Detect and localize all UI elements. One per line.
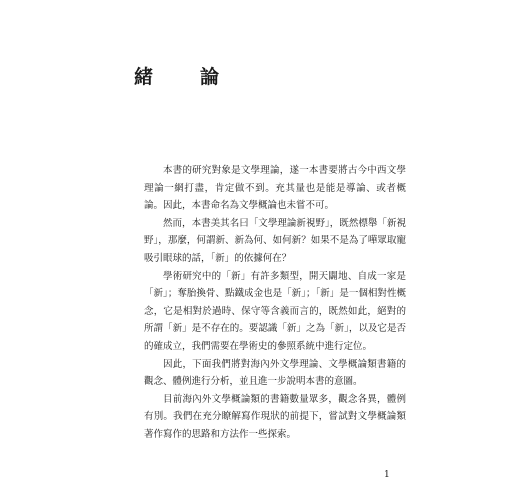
chapter-title: 緒 論 <box>134 66 234 88</box>
paragraph-2: 然而，本書美其名曰「文學理論新視野」，既然標舉「新視野」，那麼，何謂新、新為何、如何新？如果不是為了嘩眾取寵吸引眼球的話，「新」的依據何在？ <box>144 217 406 264</box>
page-number: 1 <box>384 470 390 480</box>
body-text <box>144 162 406 444</box>
paragraph-5: 目前海內外文學概論類的書籍數量眾多，觀念各異，體例有別。我們在充分瞭解寫作現狀的前提下，嘗試對文學概論類著作寫作的思路和方法作一些探索。 <box>144 393 406 440</box>
paragraph-1: 本書的研究對象是文學理論，遂一本書要將古今中西文學理論一網打盡，肯定做不到。充其量也是能是導論、或者概論。因此，本書命名為文學概論也未嘗不可。 <box>144 165 406 212</box>
paragraph-3: 學術研究中的「新」有許多類型，開天闢地、自成一家是「新」；奪胎換骨、點鐵成金也是「新」；「新」是一個相對性概念，它是相對於過時、保守等含義而言的，既然如此，絕對的所謂「新」是不存在的。要認識「新」之為「新」，以及它是否的確成立，我們需要在學術史的參照系統中進行定位。 <box>144 270 406 352</box>
paragraph-4: 因此，下面我們將對海內外文學理論、文學概論類書籍的觀念、體例進行分析，並且進一步說明本書的意圖。 <box>144 358 406 388</box>
